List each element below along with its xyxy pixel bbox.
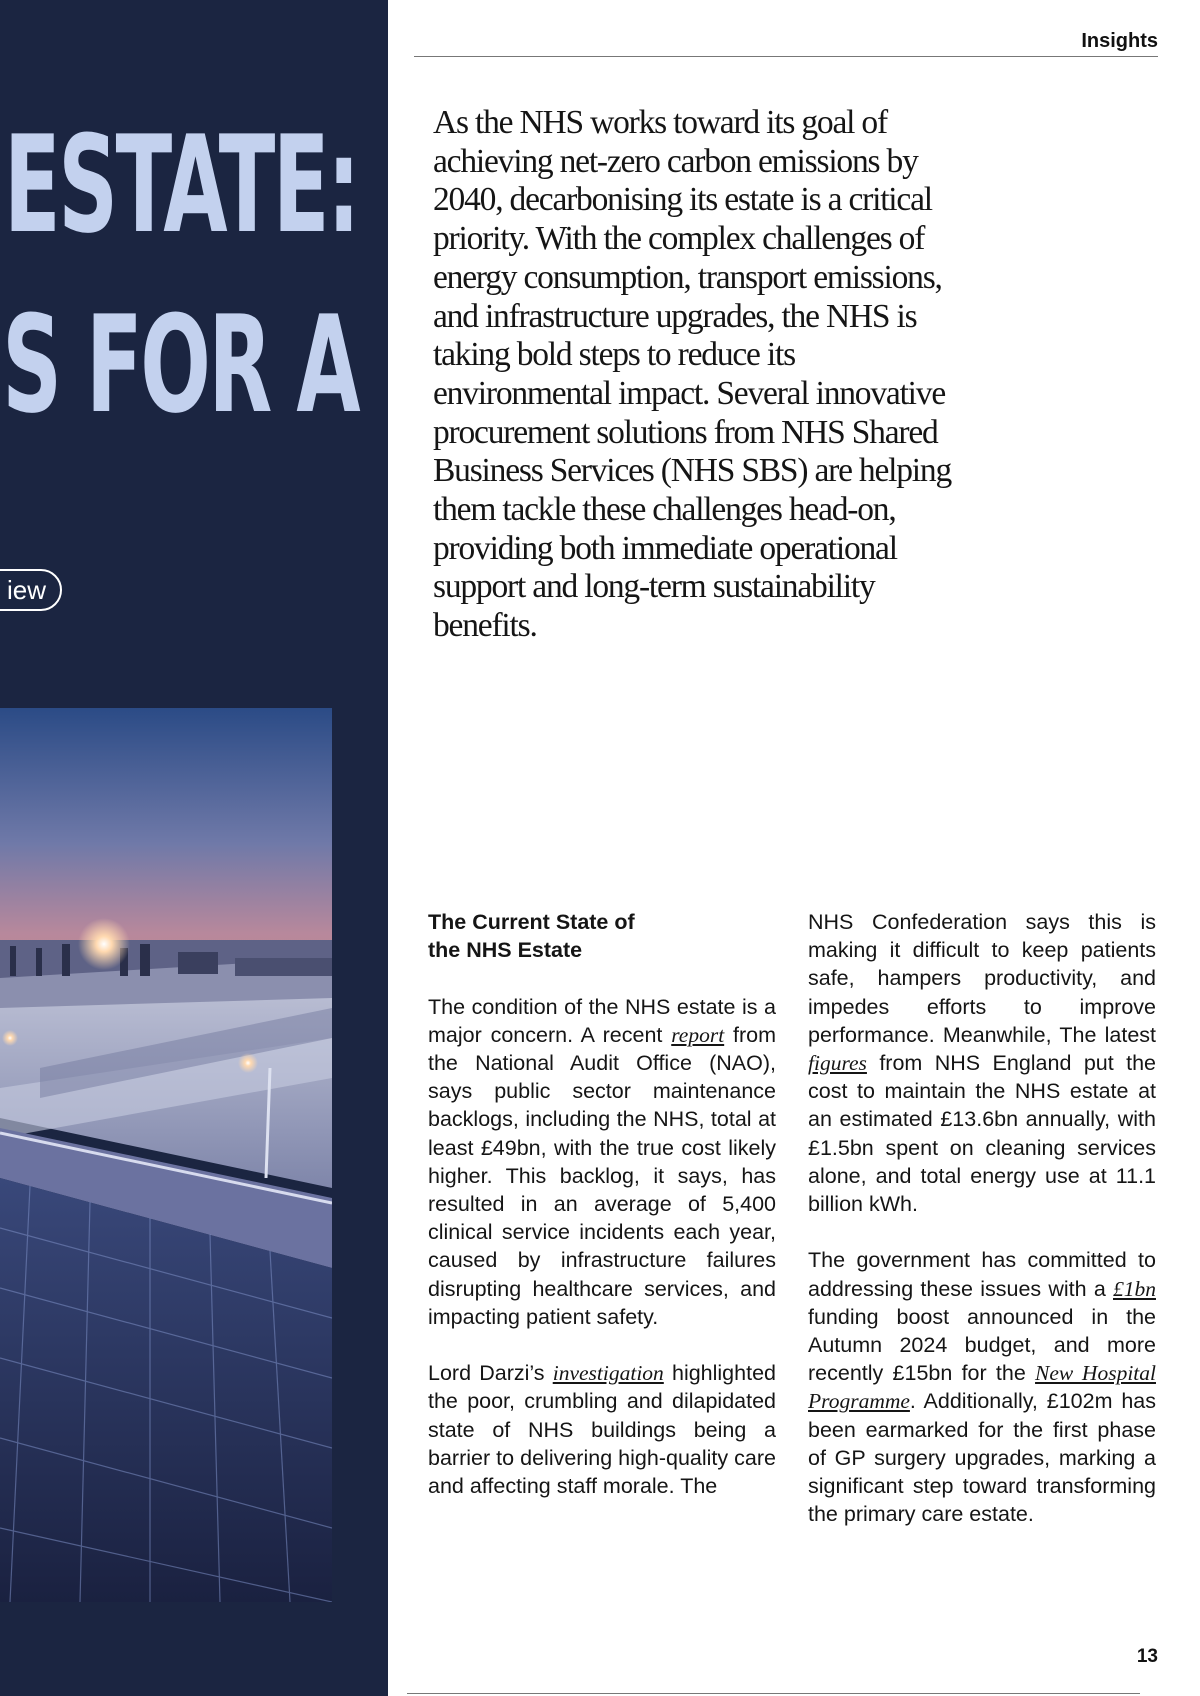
intro-paragraph: As the NHS works toward its goal of achieving net-zero carbon emissions by 2040, decarbonising its estate is a critical priority. With the complex challenges of energy consumption, transport emissions, and infrastructure upgrades, the NHS is taking bold steps to reduce its environmental impact. Several innovative procurement solutions from NHS Shared Business Services (NHS SBS) are helping them tackle these challenges head-on, providing both immediate operational support and long-term sustainability benefits. (433, 104, 952, 645)
text: Lord Darzi’s (428, 1361, 553, 1386)
headline-line-2: S FOR A (2, 287, 358, 443)
text: . Additionally, £102m has been earmarked for the first phase of GP surgery upgrades, marking a significant step toward transforming the primary care estate. (808, 1389, 1156, 1527)
paragraph-3 (808, 1246, 1156, 1528)
left-panel (0, 0, 388, 1696)
text: from the National Audit Office (NAO), says public sector maintenance backlogs, including the NHS, total at least £49bn, with the true cost likely higher. This backlog, it says, has resulted in an average of 5,400 clinical service incidents each year, caused by infrastructure failures disrupting healthcare services, and impacting patient safety. (428, 1022, 776, 1329)
investigation-link[interactable]: investigation (552, 1361, 664, 1386)
funding-link[interactable]: £1bn (1113, 1276, 1156, 1301)
text: NHS Confederation says this is making it difficult to keep patients safe, hampers productivity, and impedes efforts to improve performance. Meanwhile, The latest (808, 910, 1156, 1047)
section-label: Insights (1081, 30, 1158, 52)
text: The condition of the NHS estate is a major concern. A recent (428, 994, 776, 1047)
text: from NHS England put the cost to maintain the NHS estate at an estimated £13.6bn annually, with £1.5bn spent on cleaning services alone, and total energy use at 11.1 billion kWh. (808, 1051, 1156, 1217)
solar-roof-illustration (0, 708, 332, 1602)
top-divider (414, 56, 1158, 57)
paragraph-1 (428, 993, 776, 1331)
heading-line-2: the NHS Estate (428, 938, 583, 963)
paragraph-2-continued (808, 908, 1156, 1218)
article-column-1 (428, 908, 776, 1500)
bottom-divider (407, 1693, 1140, 1694)
solar-roof-photo (0, 708, 332, 1602)
section-heading (428, 908, 776, 964)
heading-line-1: The Current State of (428, 910, 635, 934)
figures-link[interactable]: figures (808, 1051, 867, 1076)
paragraph-2 (428, 1359, 776, 1500)
view-button[interactable]: iew (0, 569, 62, 611)
text: funding boost announced in the Autumn 2024 budget, and more recently £15bn for the (808, 1304, 1156, 1386)
report-link[interactable]: report (671, 1022, 725, 1047)
text: highlighted the poor, crumbling and dilapidated state of NHS buildings being a barrier to delivering high-quality care and affecting staff morale. The (428, 1361, 776, 1499)
page-number: 13 (1136, 1646, 1158, 1667)
text: The government has committed to addressing these issues with a (808, 1248, 1156, 1301)
article-column-2 (808, 908, 1156, 1557)
new-hospital-programme-link[interactable]: New Hospital Programme (808, 1361, 1156, 1414)
headline-line-1: ESTATE: (4, 107, 358, 263)
